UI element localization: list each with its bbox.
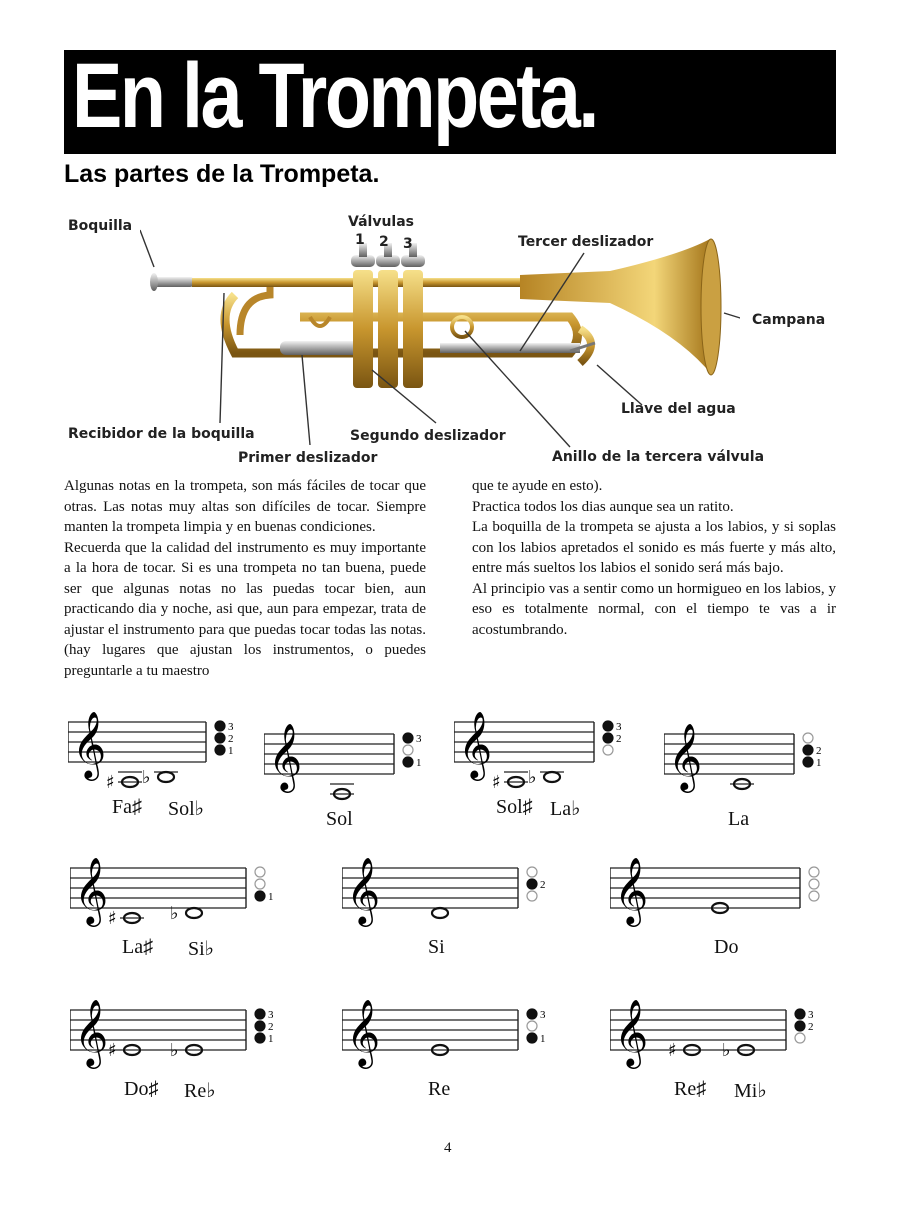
valve-pressed-icon — [803, 745, 813, 755]
valve-pressed-icon — [795, 1009, 805, 1019]
note-name: La♯ — [122, 936, 154, 958]
label-segundo-deslizador: Segundo deslizador — [350, 428, 506, 444]
valve-pressed-icon — [403, 733, 413, 743]
valve-pressed-icon — [603, 733, 613, 743]
whole-note — [158, 772, 174, 782]
valve-pressed-icon — [527, 1033, 537, 1043]
right-text-column — [472, 476, 836, 640]
note-name: Fa♯ — [112, 796, 142, 818]
note-name: Sol♯ — [496, 796, 533, 818]
treble-clef-icon: 𝄞 — [74, 858, 109, 924]
valve-open-icon — [809, 879, 819, 889]
valve-pressed-icon — [255, 891, 265, 901]
valve-open-icon — [527, 867, 537, 877]
valve-number: 3 — [416, 733, 422, 745]
label-valvulas: Válvulas — [348, 214, 414, 230]
paragraph: que te ayude en esto). — [472, 478, 603, 494]
paragraph: Practica todos los dias aunque sea un ratito. — [472, 498, 734, 515]
note-name: Mi♭ — [734, 1080, 767, 1102]
valve-open-icon — [255, 879, 265, 889]
label-valve-1: 1 — [355, 232, 365, 248]
paragraph: Recuerda que la calidad del instrumento es muy importante a la hora de tocar. Si es una trompeta no tan buena, puede ser que algunas notas no las puedas tocar bien, aun practicando dia y noche, asi que, aun para empezar, trata de ajustar el instrumento para que puedas tocar todas las notas. (hay lugares que ajustan los instrumentos, o puedes preguntarle a tu maestro — [64, 539, 426, 679]
valve-pressed-icon — [803, 757, 813, 767]
label-recibidor: Recibidor de la boquilla — [68, 426, 255, 442]
valve-open-icon — [403, 745, 413, 755]
flat-icon: ♭ — [170, 1040, 179, 1061]
valve-number: 3 — [540, 1009, 546, 1021]
note-name: Sol♭ — [168, 798, 205, 820]
treble-clef-icon: 𝄞 — [614, 1000, 649, 1066]
note-name: Si — [428, 936, 445, 958]
valve-pressed-icon — [215, 733, 225, 743]
valve-open-icon — [803, 733, 813, 743]
valve-open-icon — [255, 867, 265, 877]
trumpet-illustration — [140, 225, 740, 455]
note-name: Sol — [326, 808, 353, 830]
sharp-icon: ♯ — [106, 772, 115, 793]
fingering-chart — [68, 712, 246, 812]
sharp-icon: ♯ — [668, 1040, 677, 1061]
fingering-chart — [610, 1000, 826, 1100]
valve-open-icon — [809, 867, 819, 877]
section-subtitle: Las partes de la Trompeta. — [64, 160, 380, 188]
page-number: 4 — [444, 1140, 452, 1156]
paragraph: La boquilla de la trompeta se ajusta a los labios, y si soplas con los labios apretados el sonido es más fuerte y más alto, entre más sueltos los labios el sonido será más bajo. — [472, 519, 836, 576]
note-name: Si♭ — [188, 938, 215, 960]
valve-number: 1 — [540, 1033, 546, 1045]
valve-pressed-icon — [527, 879, 537, 889]
valve-number: 2 — [268, 1021, 274, 1033]
label-valve-3: 3 — [403, 236, 413, 252]
valve-casing-2 — [378, 270, 398, 388]
label-boquilla: Boquilla — [68, 218, 133, 234]
valve-number: 3 — [808, 1009, 814, 1021]
valve-number: 1 — [228, 745, 234, 757]
mouthpiece — [152, 277, 194, 287]
valve-pressed-icon — [527, 1009, 537, 1019]
label-primer-deslizador: Primer deslizador — [238, 450, 378, 466]
valve-pressed-icon — [603, 721, 613, 731]
valve-number: 1 — [268, 1033, 274, 1045]
flat-icon: ♭ — [170, 903, 179, 924]
note-name: Re♯ — [674, 1078, 707, 1100]
valve-pressed-icon — [403, 757, 413, 767]
page-title: En la Trompeta. — [72, 45, 597, 147]
sharp-icon: ♯ — [108, 908, 117, 929]
note-name: La — [728, 808, 750, 830]
flat-icon: ♭ — [142, 767, 151, 788]
valve-number: 1 — [268, 891, 274, 903]
valve-open-icon — [527, 1021, 537, 1031]
label-tercer-deslizador: Tercer deslizador — [518, 234, 654, 250]
valve-number: 2 — [540, 879, 546, 891]
label-campana: Campana — [752, 312, 826, 328]
treble-clef-icon: 𝄞 — [346, 858, 381, 924]
valve-open-icon — [809, 891, 819, 901]
flat-icon: ♭ — [722, 1040, 731, 1061]
valve-number: 2 — [816, 745, 822, 757]
valve-pressed-icon — [255, 1009, 265, 1019]
valve-open-icon — [603, 745, 613, 755]
valve-number: 1 — [416, 757, 422, 769]
valve-pressed-icon — [255, 1033, 265, 1043]
paragraph: Al principio vas a sentir como un hormigueo en los labios, y eso es totalmente normal, con el tiempo te vas a ir acostumbrando. — [472, 580, 836, 638]
valve-number: 2 — [228, 733, 234, 745]
treble-clef-icon: 𝄞 — [668, 724, 703, 790]
valve-casing-3 — [403, 270, 423, 388]
label-anillo: Anillo de la tercera válvula — [552, 449, 765, 465]
treble-clef-icon: 𝄞 — [346, 1000, 381, 1066]
valve-number: 3 — [268, 1009, 274, 1021]
note-name: Do — [714, 936, 739, 958]
label-valve-2: 2 — [379, 234, 389, 250]
paragraph: Algunas notas en la trompeta, son más fáciles de tocar que otras. Las notas muy altas son difíciles de tocar. Siempre manten la trompeta limpia y en buenas condiciones. — [64, 478, 426, 535]
note-name: La♭ — [550, 798, 581, 820]
treble-clef-icon: 𝄞 — [614, 858, 649, 924]
valve-pressed-icon — [795, 1021, 805, 1031]
whole-note — [432, 908, 448, 918]
label-llave-agua: Llave del agua — [621, 401, 736, 417]
treble-clef-icon: 𝄞 — [458, 712, 493, 778]
valve-number: 3 — [228, 721, 234, 733]
valve-pressed-icon — [215, 745, 225, 755]
fingering-chart — [342, 858, 558, 958]
note-name: Re♭ — [184, 1080, 216, 1102]
fingering-chart — [454, 712, 634, 812]
valve-number: 2 — [616, 733, 622, 745]
title-banner — [64, 45, 836, 154]
valve-open-icon — [527, 891, 537, 901]
flat-icon: ♭ — [528, 767, 537, 788]
whole-note — [544, 772, 560, 782]
note-name: Re — [428, 1078, 451, 1100]
valve-number: 3 — [616, 721, 622, 733]
sharp-icon: ♯ — [492, 772, 501, 793]
valve-number: 1 — [816, 757, 822, 769]
left-text-column — [64, 476, 426, 681]
valve-open-icon — [795, 1033, 805, 1043]
valve-pressed-icon — [215, 721, 225, 731]
note-name: Do♯ — [124, 1078, 159, 1100]
sharp-icon: ♯ — [108, 1040, 117, 1061]
whole-note — [186, 908, 202, 918]
treble-clef-icon: 𝄞 — [268, 724, 303, 790]
fingering-chart — [70, 858, 286, 958]
valve-casing-1 — [353, 270, 373, 388]
fingering-chart — [70, 1000, 286, 1100]
treble-clef-icon: 𝄞 — [74, 1000, 109, 1066]
valve-pressed-icon — [255, 1021, 265, 1031]
treble-clef-icon: 𝄞 — [72, 712, 107, 778]
valve-number: 2 — [808, 1021, 814, 1033]
